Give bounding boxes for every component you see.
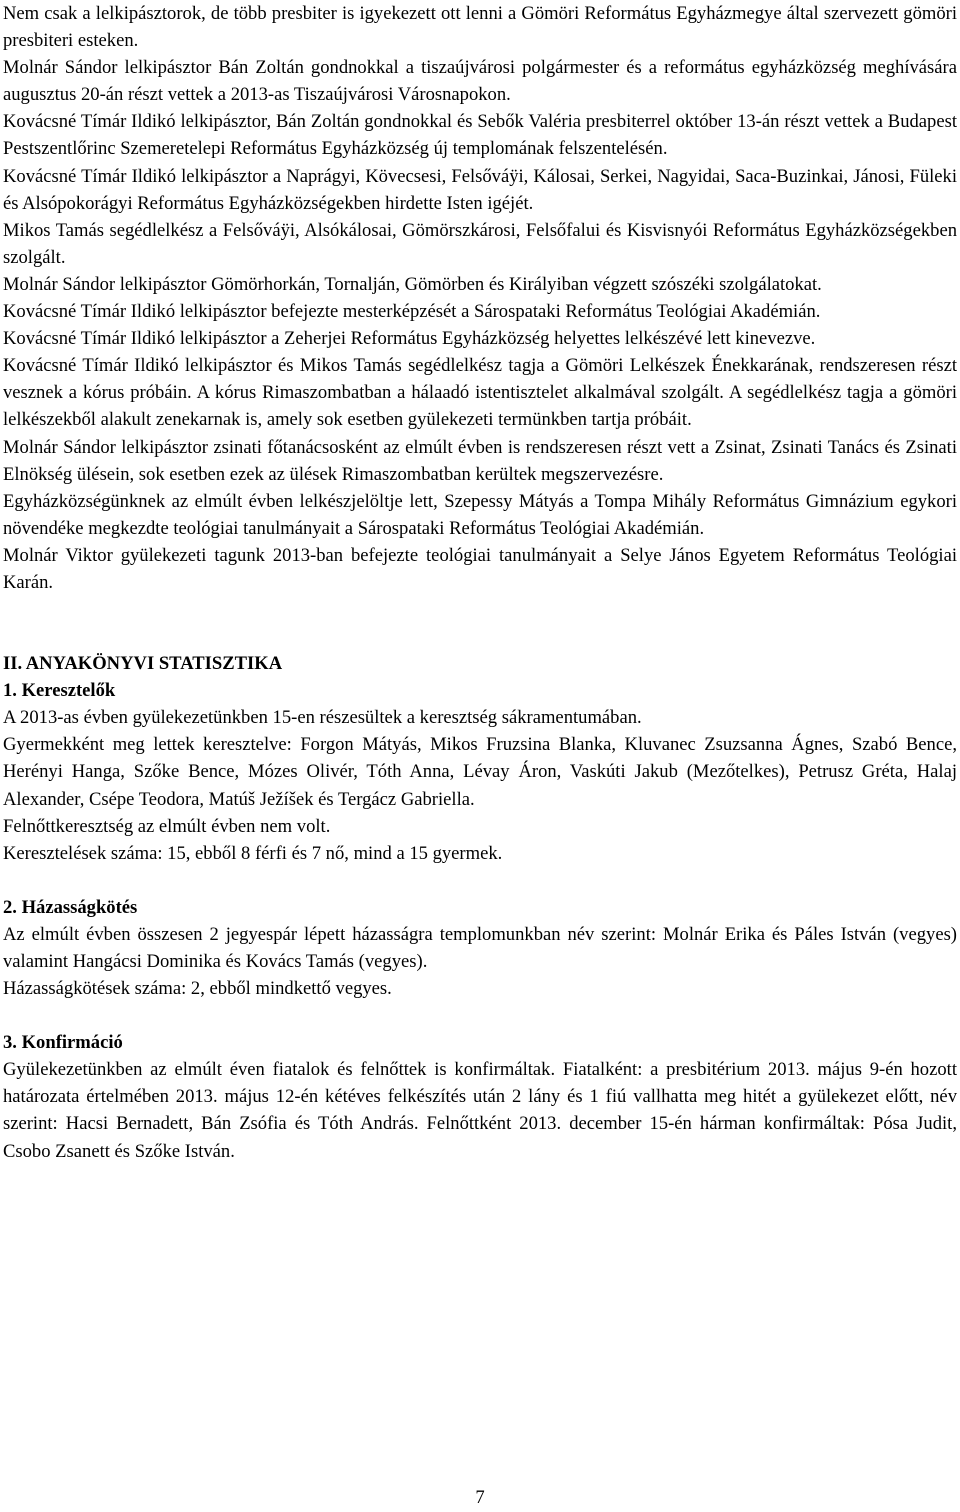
subsection-heading: 1. Keresztelők	[3, 680, 116, 702]
page-number: 7	[475, 1487, 485, 1508]
spacer	[3, 867, 957, 894]
subsection-heading: 2. Házasságkötés	[3, 896, 138, 918]
spacer	[3, 1002, 957, 1029]
paragraph: Kovácsné Tímár Ildikó lelkipásztor a Zeherjei Református Egyházközség helyettes lelkészévé lett kinevezve.	[3, 328, 816, 350]
paragraph: Gyülekezetünkben az elmúlt éven fiatalok és felnőttek is konfirmáltak. Fiatalként: a presbitérium 2013. május 9-én hozott határozata értelmében 2013. május 12-én kétéves felkészítés után 2 lány és 1 fiú vallhatta meg hitét a gyülekezet előtt, név szerint: Hacsi Bernadett, Bán Zsófia és Tóth András. Felnőttként 2013. december 15-én hárman konfirmáltak: Pósa Judit, Csobo Zsanett és Szőke István.	[3, 1059, 957, 1162]
paragraph: Mikos Tamás segédlelkész a Felsőváÿi, Alsókálosai, Gömörszkárosi, Felsőfalui és Kisvisnyói Református Egyházközségekben szolgált.	[3, 219, 957, 268]
paragraph: Keresztelések száma: 15, ebből 8 férfi és 7 nő, mind a 15 gyermek.	[3, 842, 503, 864]
paragraph: Kovácsné Tímár Ildikó lelkipásztor befejezte mesterképzését a Sárospataki Református Teológiai Akadémián.	[3, 301, 821, 323]
paragraph: Egyházközségünknek az elmúlt évben lelkészjelöltje lett, Szepessy Mátyás a Tompa Mihály Református Gimnázium egykori növendéke megkezdte teológiai tanulmányait a Sárospataki Református Teológiai Akadémián.	[3, 490, 957, 539]
paragraph: Kovácsné Tímár Ildikó lelkipásztor a Naprágyi, Kövecsesi, Felsőváÿi, Kálosai, Serkei, Nagyidai, Saca-Buzinkai, Jánosi, Füleki és Alsópokorágyi Református Egyházközségekben hirdette Isten igéjét.	[3, 165, 957, 214]
paragraph: Nem csak a lelkipásztorok, de több presbiter is igyekezett ott lenni a Gömöri Református Egyházmegye által szervezett gömöri presbiteri esteken.	[3, 3, 957, 52]
paragraph: Molnár Sándor lelkipásztor Bán Zoltán gondnokkal a tiszaújvárosi polgármester és a református egyházközség meghívására augusztus 20-án részt vettek a 2013-as Tiszaújvárosi Városnapokon.	[3, 57, 957, 106]
paragraph: Molnár Viktor gyülekezeti tagunk 2013-ban befejezte teológiai tanulmányait a Selye János Egyetem Református Teológiai Karán.	[3, 544, 957, 593]
spacer	[3, 596, 957, 650]
paragraph: Kovácsné Tímár Ildikó lelkipásztor és Mikos Tamás segédlelkész tagja a Gömöri Lelkészek Énekkarának, rendszeresen részt vesznek a kórus próbáin. A kórus Rimaszombatban a hálaadó istentisztelet alkalmával szolgált. A segédlelkész tagja a gömöri lelkészekből alakult zenekarnak is, amely sok esetben gyülekezeti termünkben tartja próbáit.	[3, 355, 957, 431]
paragraph: Gyermekként meg lettek keresztelve: Forgon Mátyás, Mikos Fruzsina Blanka, Kluvanec Zsuzsanna Ágnes, Szabó Bence, Herényi Hanga, Szőke Bence, Mózes Olivér, Tóth Anna, Lévay Áron, Vaskúti Jakub (Mezőtelkes), Petrusz Gréta, Halaj Alexander, Csépe Teodora, Matúš Ježíšek és Tergácz Gabriella.	[3, 734, 957, 810]
paragraph: A 2013-as évben gyülekezetünkben 15-en részesültek a keresztség sákramentumában.	[3, 707, 642, 729]
subsection-heading: 3. Konfirmáció	[3, 1032, 123, 1054]
paragraph: Molnár Sándor lelkipásztor Gömörhorkán, Tornalján, Gömörben és Királyiban végzett szószéki szolgálatokat.	[3, 273, 822, 295]
paragraph: Az elmúlt évben összesen 2 jegyespár lépett házasságra templomunkban név szerint: Molnár Erika és Páles István (vegyes) valamint Hangácsi Dominika és Kovács Tamás (vegyes).	[3, 923, 957, 972]
paragraph: Molnár Sándor lelkipásztor zsinati főtanácsosként az elmúlt évben is rendszeresen részt vett a Zsinat, Zsinati Tanács és Zsinati Elnökség ülésein, sok esetben ezek az ülések Rimaszombatban kerültek megszervezésre.	[3, 436, 957, 485]
paragraph: Kovácsné Tímár Ildikó lelkipásztor, Bán Zoltán gondnokkal és Sebők Valéria presbiterrel október 13-án részt vettek a Budapest Pestszentlőrinc Szemeretelepi Református Egyházközség új templomának felszentelésén.	[3, 111, 957, 160]
paragraph: Felnőttkeresztség az elmúlt évben nem volt.	[3, 815, 331, 837]
document-page	[3, 0, 957, 1165]
paragraph: Házasságkötések száma: 2, ebből mindkettő vegyes.	[3, 978, 392, 1000]
section-title: II. ANYAKÖNYVI STATISZTIKA	[3, 653, 283, 675]
